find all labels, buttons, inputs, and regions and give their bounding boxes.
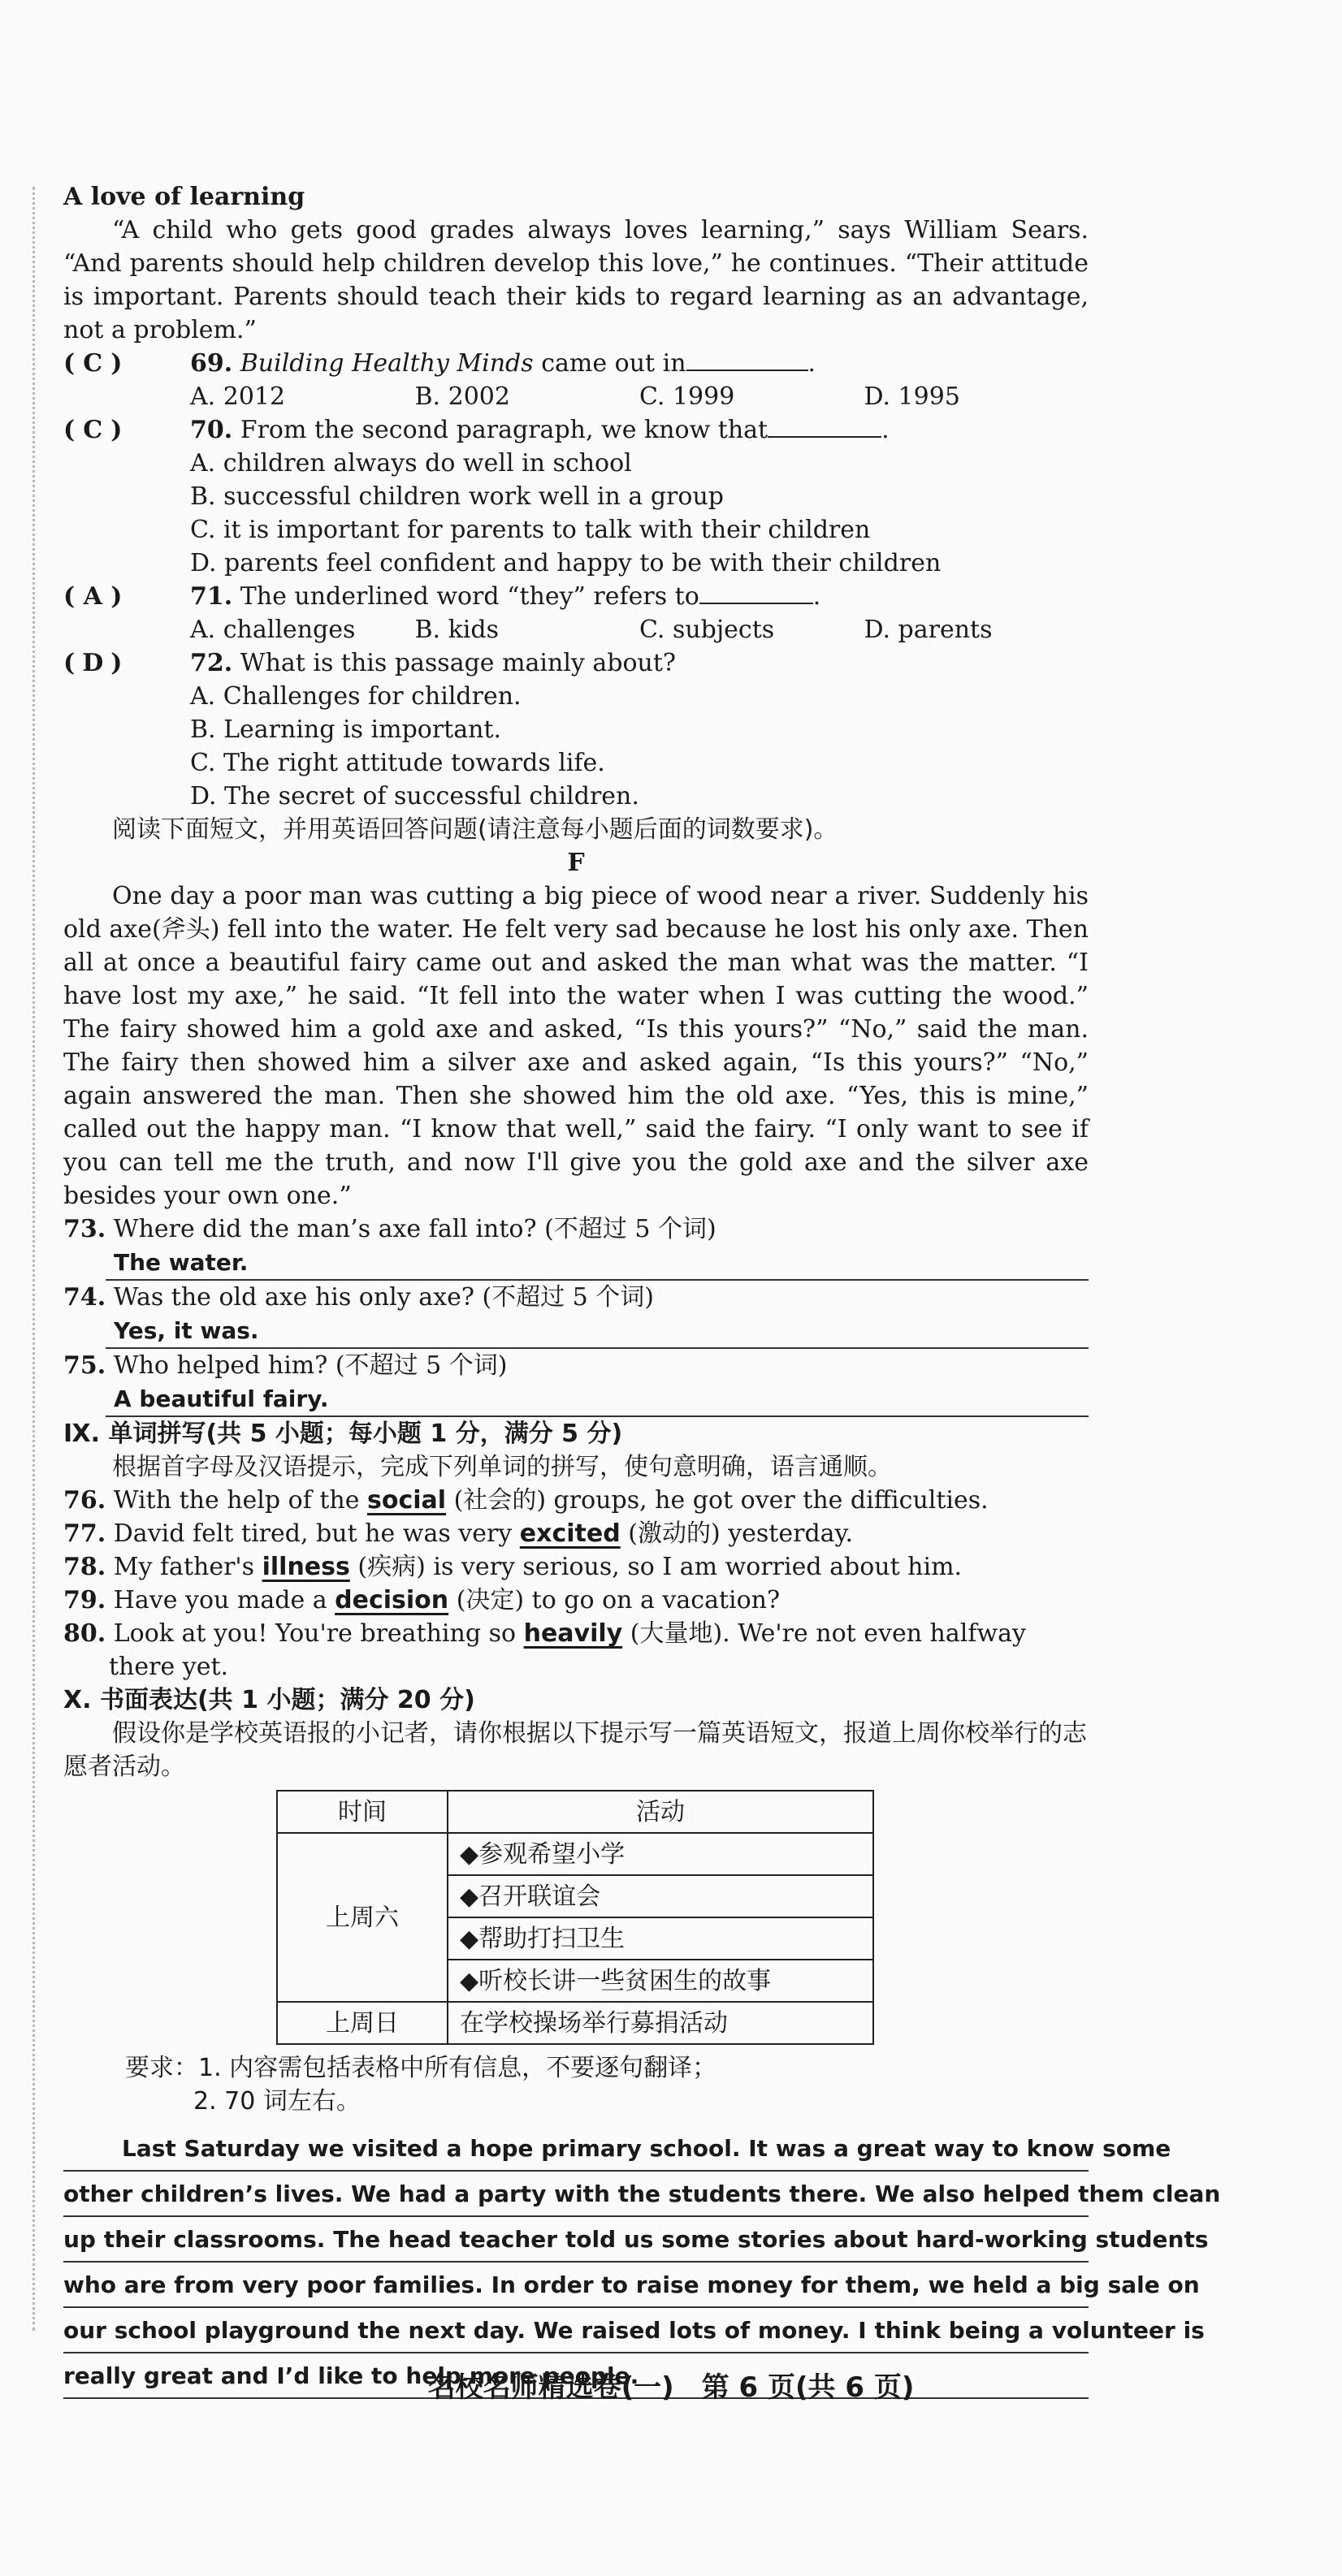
- option: A. challenges: [190, 616, 356, 644]
- table-cell-activity: ◆听校长讲一些贫困生的故事: [448, 1960, 873, 2002]
- question-number: 71.: [190, 582, 233, 611]
- option: C. The right attitude towards life.: [190, 749, 605, 777]
- option: B. Learning is important.: [190, 715, 502, 744]
- table-cell-activity: ◆参观希望小学: [448, 1833, 873, 1875]
- option: A. 2012: [190, 383, 286, 411]
- option: C. 1999: [639, 383, 735, 411]
- option: C. subjects: [639, 616, 775, 644]
- filled-word: excited: [519, 1519, 621, 1548]
- binding-margin: [32, 187, 35, 2331]
- blank: [768, 436, 881, 438]
- answer-line: A beautiful fairy.: [106, 1382, 1089, 1417]
- table-header: 活动: [448, 1791, 873, 1833]
- spelling-item: 80. Look at you! You're breathing so heavily (大量地). We're not even halfway there yet.: [63, 1619, 1026, 1681]
- essay-line: really great and I’d like to help more people.: [63, 2353, 1089, 2399]
- question-69: ( C ) 69. Building Healthy Minds came out in .: [63, 347, 1089, 380]
- table-cell-activity: ◆帮助打扫卫生: [448, 1917, 873, 1960]
- blank: [699, 603, 813, 604]
- table-cell-time: 上周六: [277, 1833, 448, 2002]
- option: C. it is important for parents to talk with their children: [190, 516, 871, 544]
- activity-table: [276, 1790, 874, 2045]
- question-number: 70.: [190, 416, 233, 444]
- answer-bracket: ( C ): [63, 416, 123, 444]
- question-72: ( D ) 72. What is this passage mainly about?: [63, 646, 1089, 680]
- section-instruction: 阅读下面短文，并用英语回答问题(请注意每小题后面的词数要求)。: [112, 815, 838, 844]
- question-number: 69.: [190, 349, 233, 378]
- exam-page: [63, 180, 1221, 2399]
- answer-line: Yes, it was.: [106, 1314, 1089, 1349]
- option: D. The secret of successful children.: [190, 782, 639, 810]
- essay-line: who are from very poor families. In order to raise money for them, we held a big sale on: [63, 2263, 1089, 2308]
- answer-bracket: ( D ): [63, 649, 123, 677]
- table-header: 时间: [277, 1791, 448, 1833]
- spelling-item: 79. Have you made a decision (决定) to go on a vacation?: [63, 1586, 781, 1614]
- filled-word: heavily: [523, 1619, 623, 1648]
- table-cell-time: 上周日: [277, 2002, 448, 2044]
- options-69: [63, 380, 1089, 413]
- section-instruction: 根据首字母及汉语提示，完成下列单词的拼写，使句意明确，语言通顺。: [112, 1453, 892, 1481]
- option: A. Challenges for children.: [190, 682, 522, 711]
- passage-heading: A love of learning: [63, 183, 305, 211]
- spelling-item: 78. My father's illness (疾病) is very serious, so I am worried about him.: [63, 1553, 963, 1581]
- question-74: 74. Was the old axe his only axe? (不超过 5 个词): [63, 1283, 655, 1312]
- spelling-item: 76. With the help of the social (社会的) groups, he got over the difficulties.: [63, 1486, 989, 1515]
- option: B. 2002: [414, 383, 510, 411]
- story-passage: One day a poor man was cutting a big piece of wood near a river. Suddenly his old axe(斧头) fell into the water. He felt very sad because he lost his only axe. Then all at once a beautiful fairy came out and asked the man what was the matter. “I have lost my axe,” he said. “It fell into the water when I was cutting the wood.” The fairy showed him a gold axe and asked, “Is this yours?” “No,” said the man. The fairy then showed him a silver axe and asked again, “Is this yours?” “No,” again answered the man. Then she showed him the old axe. “Yes, this is mine,” called out the happy man. “I know that well,” said the fairy. “I only want to see if you can tell me the truth, and now I'll give you the gold axe and the silver axe besides your own one.”: [63, 882, 1089, 1210]
- option: A. children always do well in school: [190, 449, 632, 478]
- essay-line: other children’s lives. We had a party with the students there. We also helped them clean: [63, 2172, 1089, 2217]
- spelling-item: 77. David felt tired, but he was very excited (激动的) yesterday.: [63, 1519, 854, 1548]
- question-number: 72.: [190, 649, 233, 677]
- question-75: 75. Who helped him? (不超过 5 个词): [63, 1351, 508, 1380]
- filled-word: social: [367, 1486, 447, 1515]
- essay-line: Last Saturday we visited a hope primary school. It was a great way to know some: [63, 2126, 1089, 2172]
- option: D. 1995: [864, 383, 960, 411]
- question-71: ( A ) 71. The underlined word “they” refers to .: [63, 580, 1089, 613]
- book-title: Building Healthy Minds: [240, 349, 534, 378]
- table-cell-activity: 在学校操场举行募捐活动: [448, 2002, 873, 2044]
- filled-word: illness: [262, 1553, 350, 1581]
- passage-paragraph: “A child who gets good grades always loves learning,” says William Sears. “And parents should help children develop this love,” he continues. “Their attitude is important. Parents should teach their kids to regard learning as an advantage, not a problem.”: [63, 216, 1089, 344]
- section-title: Ⅹ. 书面表达(共 1 小题；满分 20 分): [63, 1686, 475, 1714]
- answer-bracket: ( C ): [63, 349, 123, 378]
- question-70: ( C ) 70. From the second paragraph, we know that .: [63, 413, 1089, 447]
- option: D. parents: [864, 616, 993, 644]
- section-letter: F: [567, 849, 585, 877]
- section-title: Ⅸ. 单词拼写(共 5 小题；每小题 1 分，满分 5 分): [63, 1420, 623, 1448]
- question-73: 73. Where did the man’s axe fall into? (不超过 5 个词): [63, 1215, 716, 1243]
- essay-answer: [63, 2126, 1221, 2399]
- table-cell-activity: ◆召开联谊会: [448, 1875, 873, 1917]
- option: B. kids: [414, 616, 499, 644]
- options-71: [63, 613, 1089, 646]
- essay-line: up their classrooms. The head teacher told us some stories about hard-working students: [63, 2217, 1089, 2263]
- essay-line: our school playground the next day. We raised lots of money. I think being a volunteer is: [63, 2308, 1089, 2353]
- page-footer: 名校名师精选卷(一) 第 6 页(共 6 页): [427, 2371, 915, 2404]
- requirement: 要求：1. 内容需包括表格中所有信息，不要逐句翻译；: [125, 2054, 717, 2082]
- option: D. parents feel confident and happy to be with their children: [190, 549, 942, 577]
- answer-bracket: ( A ): [63, 582, 123, 611]
- option: B. successful children work well in a group: [190, 482, 724, 511]
- requirement: 2. 70 词左右。: [193, 2087, 361, 2116]
- answer-line: The water.: [106, 1246, 1089, 1281]
- section-instruction: 假设你是学校英语报的小记者，请你根据以下提示写一篇英语短文，报道上周你校举行的志愿者活动。: [63, 1719, 1087, 1781]
- filled-word: decision: [335, 1586, 449, 1614]
- blank: [686, 370, 808, 371]
